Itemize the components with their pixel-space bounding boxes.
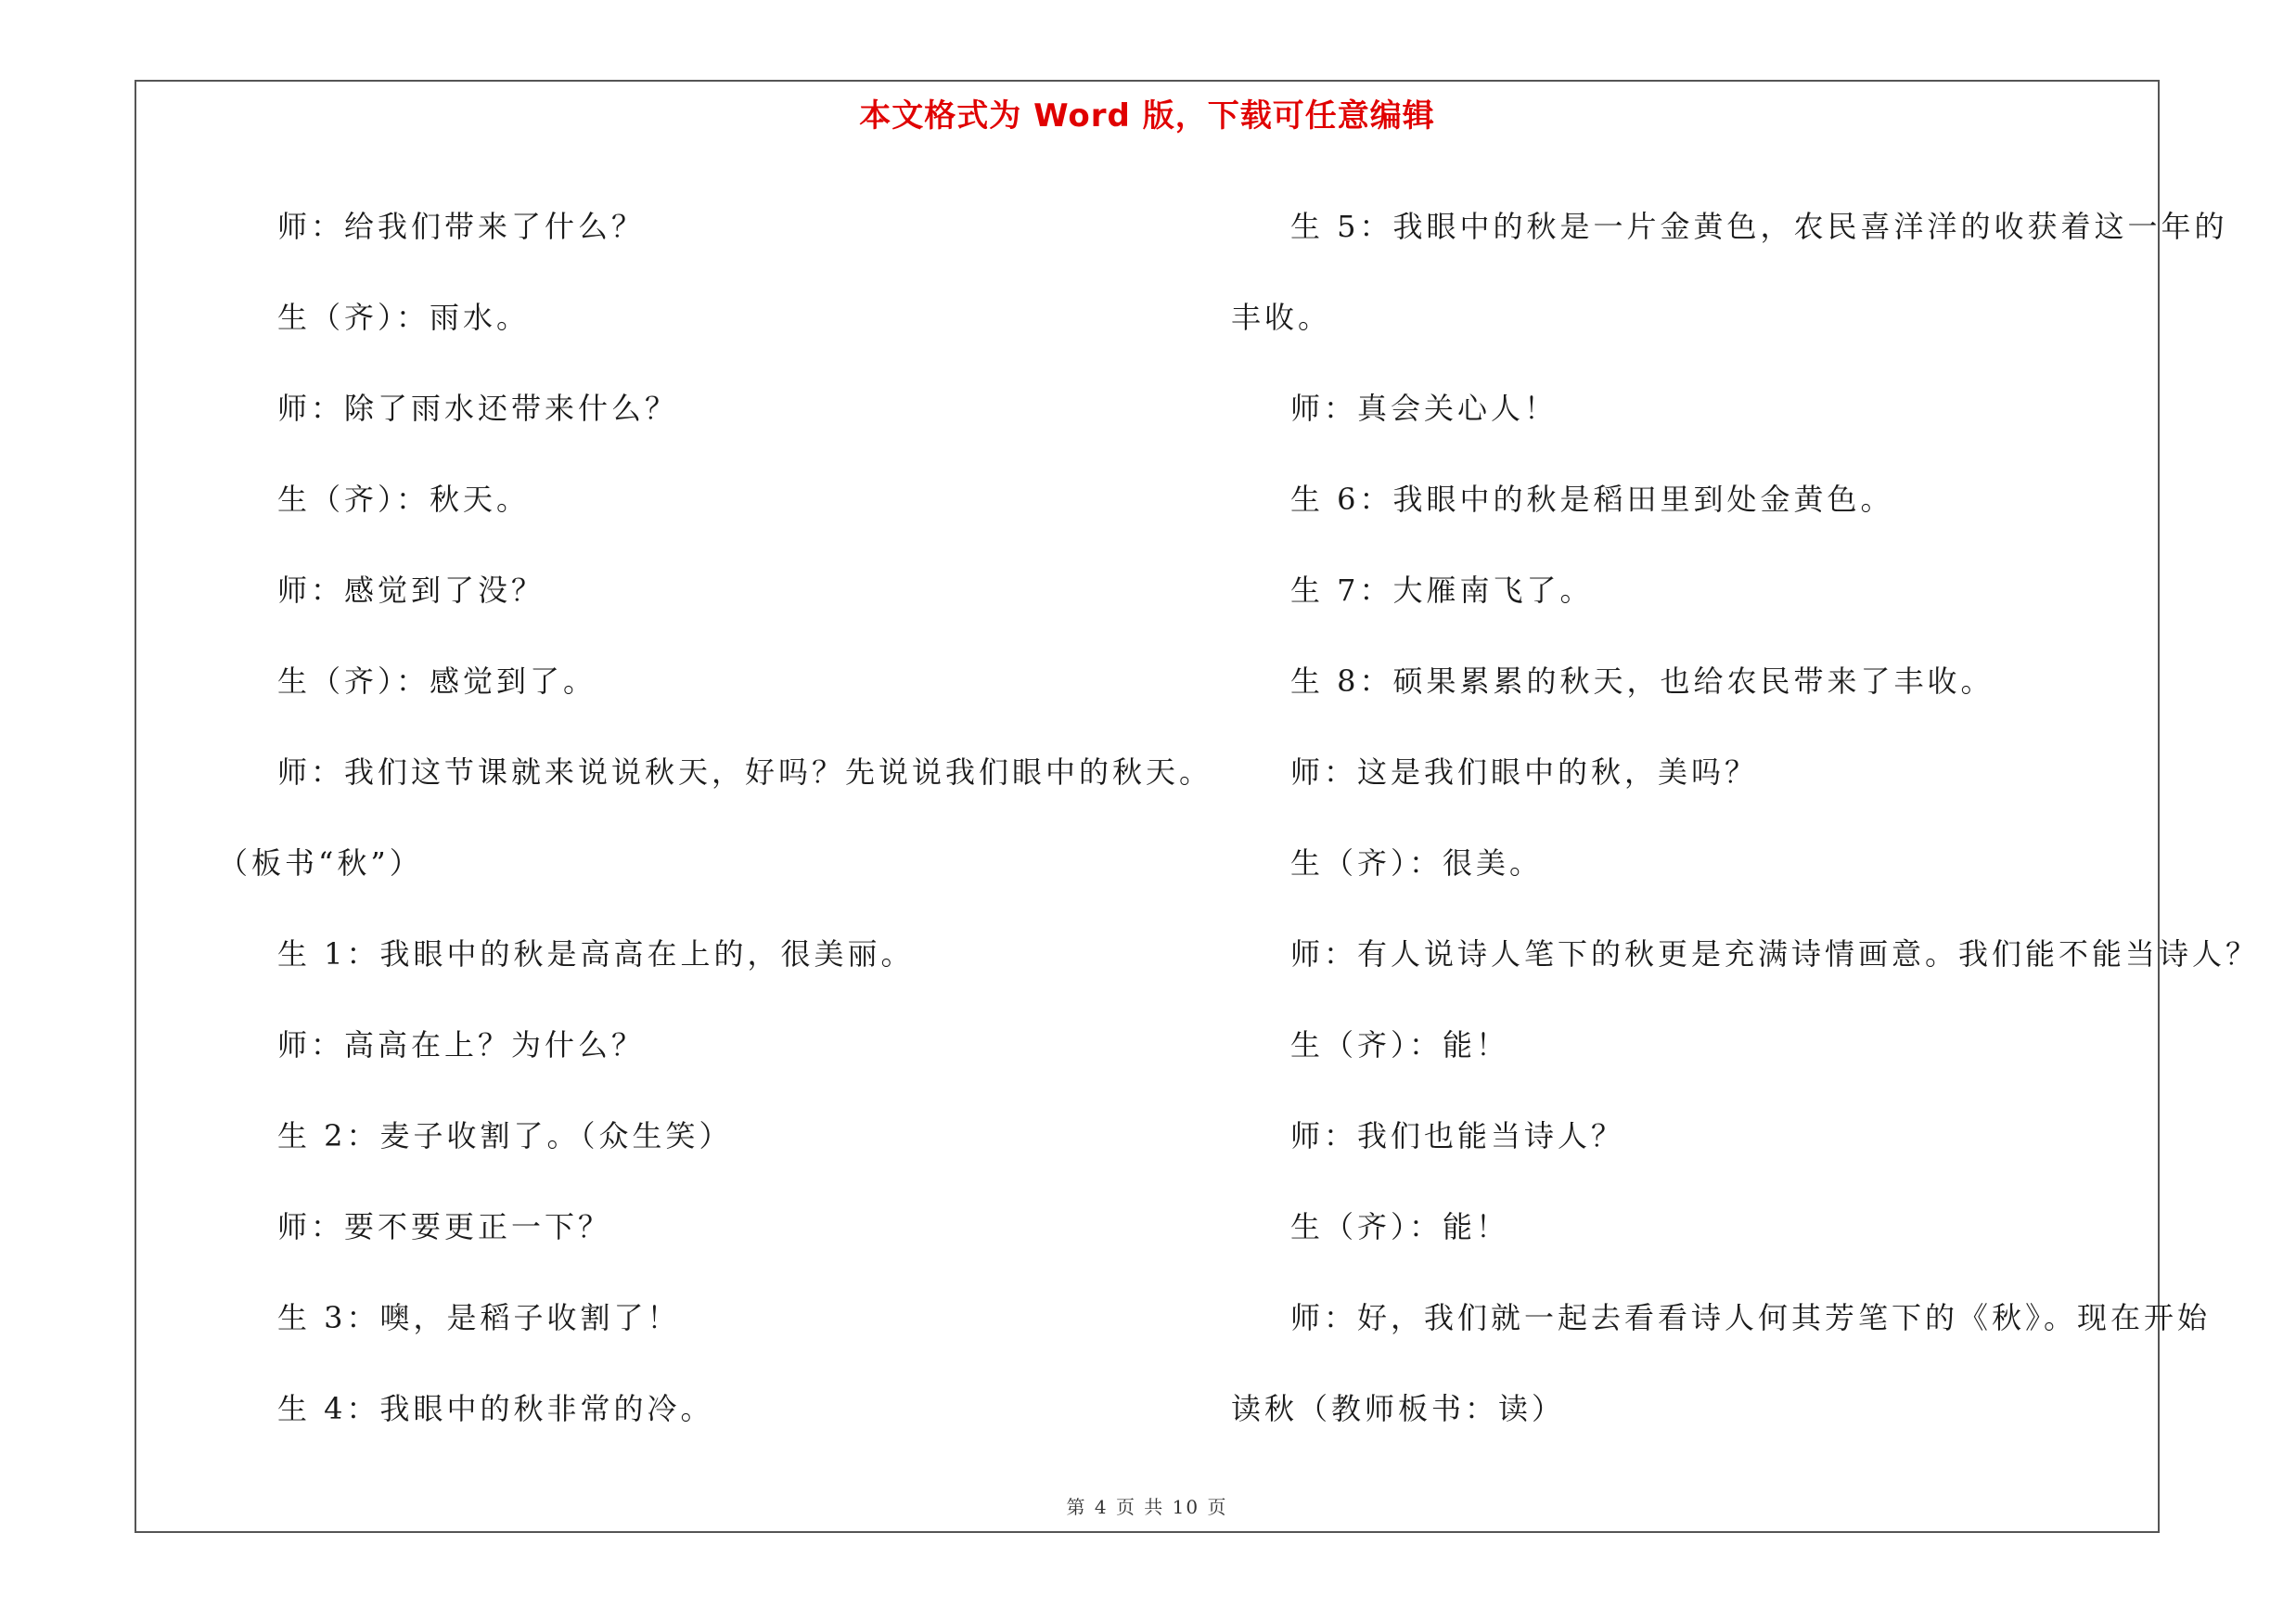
paragraph: 师：高高在上？为什么？: [277, 1027, 646, 1063]
paragraph: 师：给我们带来了什么？: [277, 209, 646, 244]
page-frame: [135, 80, 2260, 1533]
paragraph: 生（齐）：秋天。: [277, 482, 531, 517]
paragraph: 读秋（教师板书：读）: [1231, 1391, 1566, 1426]
paragraph: 生（齐）：能！: [1290, 1027, 1510, 1063]
paragraph: 师：有人说诗人笔下的秋更是充满诗情画意。我们能不能当诗人？: [1290, 936, 2260, 972]
paragraph: 师：我们也能当诗人？: [1290, 1118, 1625, 1153]
paragraph: 师：感觉到了没？: [277, 573, 545, 608]
paragraph: 生 3：噢，是稻子收割了！: [277, 1300, 681, 1335]
paragraph: 生（齐）：能！: [1290, 1209, 1510, 1244]
right-column: [1231, 181, 2260, 1454]
paragraph: （板书“秋”）: [218, 845, 423, 881]
paragraph: 师：我们这节课就来说说秋天，好吗？先说说我们眼中的秋天。: [277, 754, 1213, 790]
paragraph: 生 6：我眼中的秋是稻田里到处金黄色。: [1290, 482, 1894, 517]
left-column: [218, 181, 1276, 1454]
page-number-footer: 第 4 页 共 10 页: [1066, 1496, 1228, 1518]
paragraph: 生（齐）：感觉到了。: [277, 663, 597, 699]
paragraph: 师：除了雨水还带来什么？: [277, 391, 679, 426]
paragraph: 师：要不要更正一下？: [277, 1209, 612, 1244]
paragraph: 生（齐）：很美。: [1290, 845, 1544, 881]
paragraph: 师：真会关心人！: [1290, 391, 1558, 426]
paragraph: 生 7：大雁南飞了。: [1290, 573, 1594, 608]
paragraph: 师：好，我们就一起去看看诗人何其芳笔下的《秋》。现在开始: [1290, 1300, 2212, 1335]
paragraph: 师：这是我们眼中的秋，美吗？: [1290, 754, 1759, 790]
paragraph: 生 8：硕果累累的秋天，也给农民带来了丰收。: [1290, 663, 1995, 699]
paragraph: 生（齐）：雨水。: [277, 300, 531, 335]
document-header: 本文格式为 Word 版，下载可任意编辑: [859, 97, 1435, 135]
paragraph: 生 4：我眼中的秋非常的冷。: [277, 1391, 714, 1426]
paragraph: 生 1：我眼中的秋是高高在上的，很美丽。: [277, 936, 915, 972]
paragraph: 丰收。: [1231, 300, 1332, 335]
paragraph: 生 2：麦子收割了。（众生笑）: [277, 1118, 733, 1153]
paragraph: 生 5：我眼中的秋是一片金黄色，农民喜洋洋的收获着这一年的: [1290, 209, 2228, 244]
